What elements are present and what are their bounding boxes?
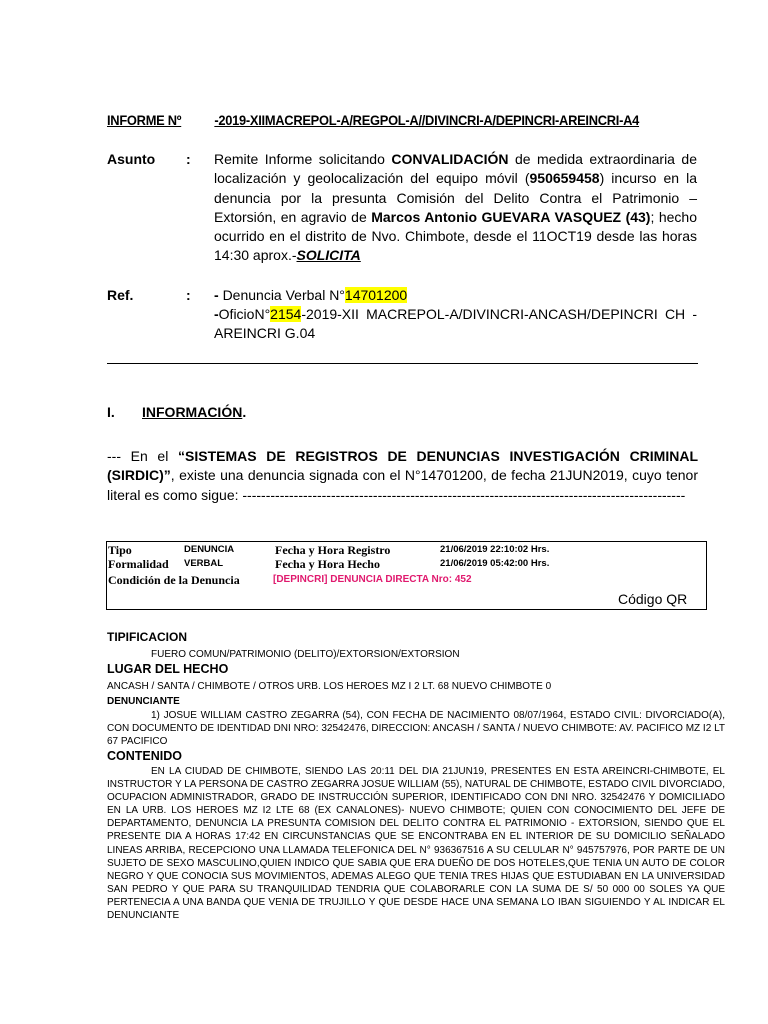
section-number: I.	[107, 404, 115, 420]
title-prefix: INFORME Nº	[107, 112, 182, 128]
contenido-text: EN LA CIUDAD DE CHIMBOTE, SIENDO LAS 20:11 DEL DIA 21JUN19, PRESENTES EN ESTA AREINCRI-CHIMBOTE, EL INSTRUCTOR Y LA PERSONA DE CASTRO ZEGARRA JOSUE WILLIAM (55), NATURAL DE CHIMBOTE, ESTADO CIVIL DIVORCIADO, OCUPACION ADMINISTRADOR, GRADO DE INSTRUCCIÓN SUPERIOR, IDENTIFICADO CON DNI NRO. 32542476 Y DOMICILIADO EN LA URB. LOS HEROES MZ I2 LTE 68 (EX CANALONES)- NUEVO CHIMBOTE; QUIEN CON CONOCIMIENTO DEL JEFE DE DEPARTAMENTO, DENUNCIA LA PRESUNTA COMISION DEL DELITO CONTRA EL PATRIMONIO - EXTORSION, SIENDO QUE EL PRESENTE DIA A HORAS 17:42 EN CIRCUNSTANCIAS QUE SE ENCONTRABA EN EL INTERIOR DE SU DOMICILIO SEÑALADO LINEAS ARRIBA, RECEPCIONO UNA LLAMADA TELEFONICA DEL N° 936367516 A SU CELULAR N° 945757976, POR PARTE DE UN SUJETO DE SEXO MASCULINO,QUIEN INDICO QUE SABIA QUE ERA DUEÑO DE DOS HOTELES,QUE TENIA UN AUTO DE COLOR NEGRO Y QUE CONOCIA SUS MOVIMIENTOS, ADEMAS ALEGO QUE TENIA TRES HIJAS QUE ESTUDIABAN EN LA UNIVERSIDAD SAN PEDRO Y QUE PARA SU TRANQUILIDAD TENDRIA QUE COLABORARLE CON LA SUMA DE S/ 50 000 00 SOLES YA QUE PERTENECIA A UNA BANDA QUE VENIA DE TRUJILLO Y QUE DESDE HACE UNA SEMANA LO IBAN SIGUIENDO Y AL INDICAR EL DENUNCIANTE	[107, 766, 725, 922]
fecha-hecho-label: Fecha y Hora Hecho	[275, 557, 380, 571]
lugar-label: LUGAR DEL HECHO	[107, 662, 229, 676]
denunciante-label: DENUNCIANTE	[107, 696, 180, 707]
denunciante-text: 1) JOSUE WILLIAM CASTRO ZEGARRA (54), CON FECHA DE NACIMIENTO 08/07/1964, ESTADO CIVIL: DIVORCIADO(A), CON DOCUMENTO DE IDENTIDAD DNI NRO: 32542476, DIRECCION: ANCASH / SANTA / NUEVO CHIMBOTE: AV. PACIFICO MZ I2 LT 67 PACIFICO	[107, 710, 725, 748]
condicion-value: [DEPINCRI] DENUNCIA DIRECTA Nro: 452	[273, 574, 472, 585]
tipo-label: Tipo	[108, 543, 132, 557]
tipificacion-value: FUERO COMUN/PATRIMONIO (DELITO)/EXTORSION/EXTORSION	[151, 649, 460, 660]
lugar-value: ANCASH / SANTA / CHIMBOTE / OTROS URB. LOS HEROES MZ I 2 LT. 68 NUEVO CHIMBOTE 0	[107, 681, 552, 692]
contenido-label: CONTENIDO	[107, 749, 182, 763]
section-title: INFORMACIÓN.	[142, 404, 247, 420]
ref-line-2: -OficioN°2154-2019-XII MACREPOL-A/DIVINCRI-ANCASH/DEPINCRI CH - AREINCRI G.04	[214, 306, 697, 342]
condicion-label: Condición de la Denuncia	[108, 573, 240, 587]
qr-code-label: Código QR	[618, 591, 688, 607]
asunto-text: Remite Informe solicitando CONVALIDACIÓN de medida extraordinaria de localización y geolocalización del equipo móvil (950659458) incurso en la denuncia por la presunta Comisión del Delito Contra el Patrimonio – Extorsión, en agravio de Marcos Antonio GUEVARA VASQUEZ (43); hecho ocurrido en el distrito de Nvo. Chimbote, desde el 11OCT19 desde las horas 14:30 aprox.-SOLICITA	[214, 151, 698, 264]
fecha-registro-label: Fecha y Hora Registro	[275, 543, 391, 557]
title-code: -2019-XIIMACREPOL-A/REGPOL-A//DIVINCRI-A/DEPINCRI-AREINCRI-A4	[214, 112, 640, 128]
highlight-oficio-number: 2154	[270, 306, 302, 322]
intro-paragraph: --- En el “SISTEMAS DE REGISTROS DE DENUNCIAS INVESTIGACIÓN CRIMINAL (SIRDIC)”, existe una denuncia signada con el N°14701200, de fecha 21JUN2019, cuyo tenor literal es como sigue: -----------------------------------------------------------------------------------------------	[107, 448, 698, 503]
formalidad-label: Formalidad	[108, 557, 169, 571]
report-title	[107, 112, 639, 128]
asunto-colon: :	[186, 151, 191, 167]
tipo-value: DENUNCIA	[184, 544, 235, 555]
asunto-label: Asunto	[107, 151, 156, 167]
tipificacion-label: TIPIFICACION	[107, 630, 187, 644]
ref-label: Ref.	[107, 287, 134, 303]
highlight-denuncia-number: 14701200	[344, 287, 408, 303]
ref-line-1: - Denuncia Verbal N°14701200	[214, 287, 408, 303]
fecha-hecho-value: 21/06/2019 05:42:00 Hrs.	[440, 558, 550, 569]
horizontal-divider	[107, 363, 698, 364]
ref-colon: :	[186, 287, 191, 303]
formalidad-value: VERBAL	[184, 558, 224, 569]
fecha-registro-value: 21/06/2019 22:10:02 Hrs.	[440, 544, 550, 555]
